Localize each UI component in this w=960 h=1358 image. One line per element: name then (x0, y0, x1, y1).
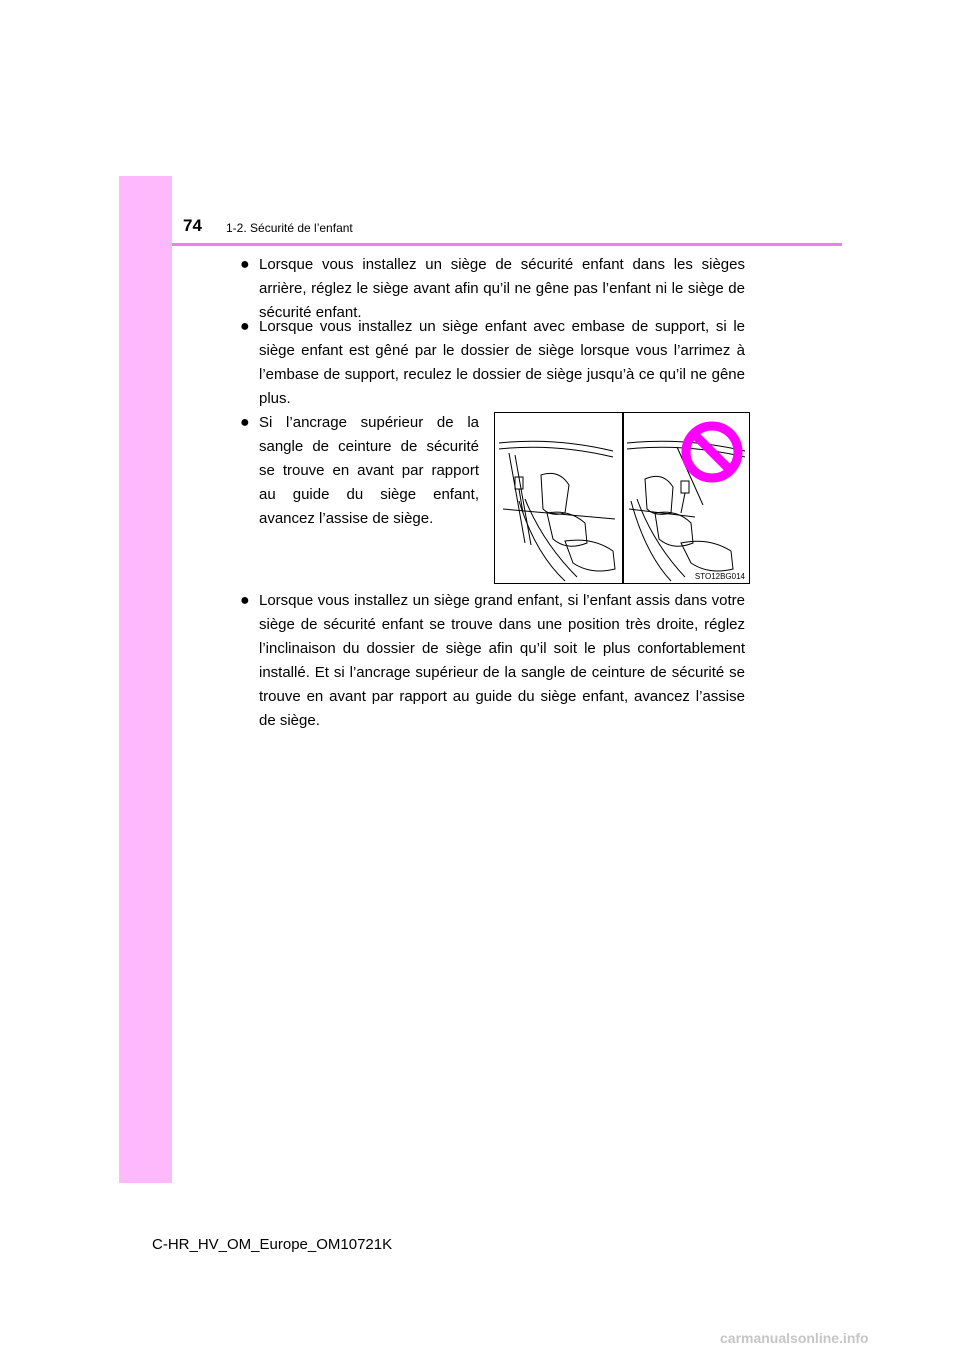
bullet-symbol: ● (240, 318, 250, 335)
figure-code: STO12BG014 (694, 572, 745, 581)
bullet-symbol: ● (240, 256, 250, 273)
child-seat-figure (494, 412, 750, 584)
bullet-text: Lorsque vous installez un siège de sécurité enfant dans les sièges arrière, réglez le siège avant afin qu’il ne gêne pas l’enfant ni le siège de sécurité enfant. (259, 256, 745, 321)
watermark: carmanualsonline.info (720, 1330, 869, 1346)
bullet-item (240, 315, 745, 411)
bullet-text: Lorsque vous installez un siège grand enfant, si l’enfant assis dans votre siège de sécurité enfant se trouve dans une position très droite, réglez l’inclinaison du dossier de siège afin qu’il soit le plus confortablement installé. Et si l’ancrage supérieur de la sangle de ceinture de sécurité se trouve en avant par rapport au guide du siège enfant, avancez l’assise de siège. (259, 592, 745, 729)
bullet-text: Lorsque vous installez un siège enfant avec embase de support, si le siège enfant est gêné par le dossier de siège lorsque vous l’arrimez à l’embase de support, reculez le dossier de siège jusqu’à ce qu’il ne gêne plus. (259, 318, 745, 407)
bullet-item (240, 589, 745, 733)
section-title: 1-2. Sécurité de l’enfant (226, 221, 353, 235)
bullet-symbol: ● (240, 592, 250, 609)
prohibition-icon (679, 419, 745, 485)
header-rule (172, 243, 842, 246)
bullet-symbol: ● (240, 414, 250, 431)
bullet-text: Si l’ancrage supérieur de la sangle de ceinture de sécurité se trouve en avant par rapport au guide du siège enfant, avancez l’assise de siège. (259, 414, 479, 527)
page-number: 74 (183, 216, 202, 235)
side-band (119, 176, 172, 1183)
bullet-item (240, 411, 479, 531)
footer-doc-id: C-HR_HV_OM_Europe_OM10721K (152, 1236, 393, 1253)
